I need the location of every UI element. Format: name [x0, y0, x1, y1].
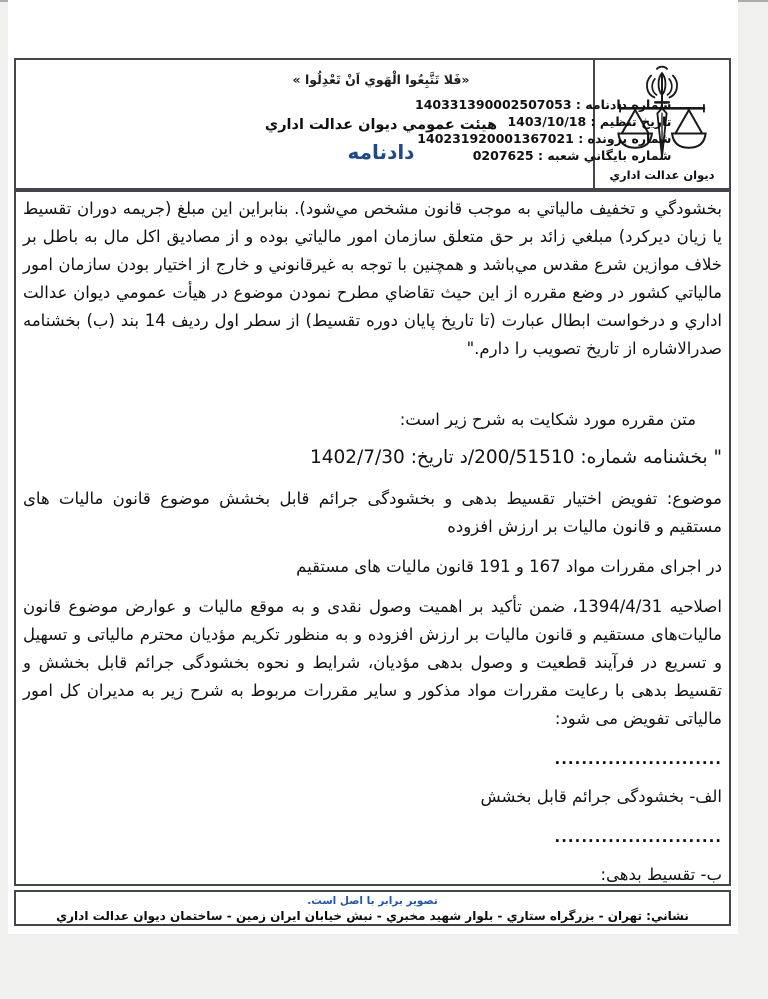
court-address: نشاني: تهران - بزرگراه ستاري - بلوار شهيد مخبري - نبش خيابان ايران زمين - ساختمان ديوان عدالت اداري: [56, 909, 689, 923]
paragraph-section-alef: الف- بخشودگی جرائم قابل بخشش: [480, 787, 722, 806]
document-footer: [14, 890, 731, 926]
document-page: [8, 0, 738, 934]
page-title: دادنامه: [347, 140, 415, 164]
meta-verdict-number: شماره دادنامه : 140331390002507053: [415, 97, 672, 112]
paragraph-subject: موضوع: تفويض اختيار تقسيط بدهی و بخشودگی جرائم قابل بخشش موضوع قانون ماليات های مستقيم و قانون ماليات بر ارزش افزوده: [23, 489, 722, 536]
document-header: [14, 58, 731, 190]
meta-archive-number: شماره بايگاني شعبه : 0207625: [472, 148, 672, 163]
dotted-line: .........................: [554, 828, 722, 846]
org-title: هيئت عمومي ديوان عدالت اداري: [264, 117, 498, 133]
logo-caption: ديوان عدالت اداري: [609, 168, 715, 182]
paragraph-complaint: بخشودگي و تخفيف مالياتي به موجب قانون مشخص مي‌شود). بنابراين اين مبلغ (جريمه دوران تقسيط يا زيان ديركرد) مبلغي زائد بر حق متعلق سازمان امور مالياتي بوده و از مصاديق اكل مال به باطل بر خلاف موازين شرع مقدس مي‌باشد و همچنين با توجه به غيرقانوني و خارج از اختيار بودن سازمان امور مالياتي كشور در وضع مقرره از اين حيث تقاضاي مطرح نمودن موضوع در هيأت عمومي ديوان عدالت اداري و درخواست ابطال عبارت (تا تاريخ پايان دوره تقسيط) از سطر اول رديف 14 بند (ب) بخشنامه صدرالاشاره از تاريخ تصويب را دارم.": [23, 199, 722, 358]
paragraph-section-be: ب- تقسيط بدهی:: [600, 865, 722, 884]
paragraph-amendment: اصلاحيه 1394/4/31، ضمن تأكيد بر اهميت وصول نقدی و به موقع ماليات و عوارض موضوع قانون ماليات‌های مستقيم و قانون ماليات بر ارزش افزوده و به منظور تكريم مؤديان محترم مالياتی و تسهيل و تسريع در فرآيند قطعيت و وصول بدهی مؤديان، شرايط و نحوه بخشودگی جرائم قابل بخشش و تقسيط بدهی با رعايت مقررات مواد مذكور و ساير مقررات مربوط به شرح زير به مديران كل امور مالياتی تفويض می شود:: [23, 597, 722, 728]
meta-case-number: شماره پرونده : 140231920001367021: [417, 131, 672, 146]
dotted-line: .........................: [554, 750, 722, 768]
paragraph-regulation-intro: متن مقرره مورد شكايت به شرح زير است:: [399, 410, 696, 429]
document-body: [14, 190, 731, 886]
document-meta: [415, 96, 671, 164]
paragraph-legal-basis: در اجرای مقررات مواد 167 و 191 قانون ماليات های مستقيم: [296, 557, 722, 576]
certified-copy-note: تصوير برابر با اصل است.: [307, 895, 438, 907]
meta-date: تاريخ تنظيم : 1403/10/18: [507, 114, 672, 129]
quran-verse: «فَلا تَتَّبِعُوا الْهَوي اَنْ تَعْدِلُوا »: [292, 72, 470, 87]
paragraph-circular-number: " بخشنامه شماره: 200/51510/د تاريخ: 1402/7/30: [309, 447, 722, 468]
